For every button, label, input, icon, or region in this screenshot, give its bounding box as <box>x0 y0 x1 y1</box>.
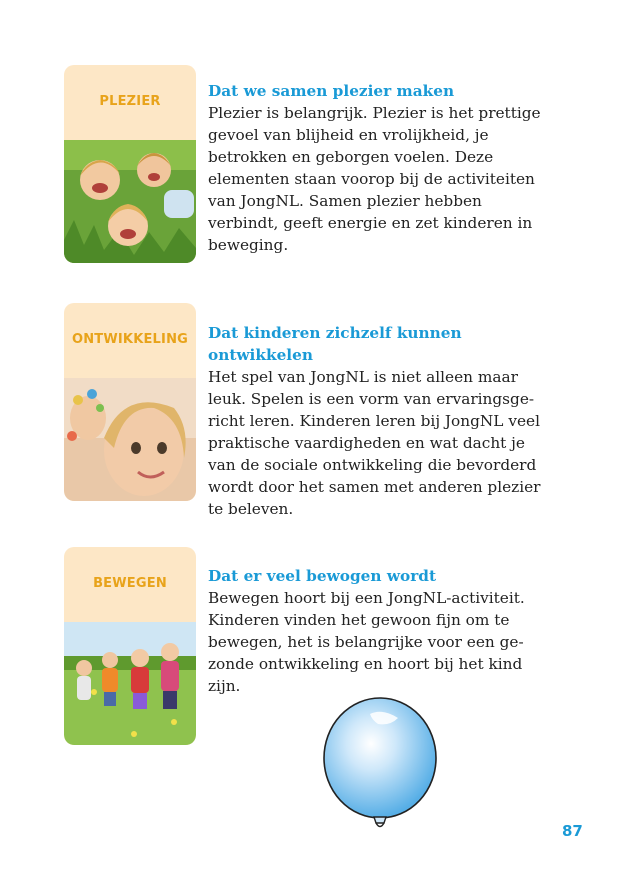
paragraph-line: Het spel van JongNL is niet alleen maar <box>208 368 518 386</box>
paragraph-line: elementen staan voorop bij de activiteiten <box>208 170 535 188</box>
photo-child-painting <box>64 378 196 501</box>
paragraph-line: verbindt, geeft energie en zet kinderen in <box>208 214 533 232</box>
card-bewegen <box>64 547 196 745</box>
card-label: BEWEGEN <box>93 575 167 591</box>
paragraph-line: van JongNL. Samen plezier hebben <box>208 192 482 210</box>
paragraph-line: Plezier is belangrijk. Plezier is het prettige <box>208 104 541 122</box>
paragraph-line: praktische vaardigheden en wat dacht je <box>208 434 525 452</box>
paragraph-line: te beleven. <box>208 500 294 518</box>
section-heading: Dat er veel bewogen wordt <box>208 567 437 585</box>
photo-children-running <box>64 622 196 745</box>
card-plezier <box>64 65 196 263</box>
paragraph-line: beweging. <box>208 236 289 254</box>
paragraph-line: Bewegen hoort bij een JongNL-activiteit. <box>208 589 525 607</box>
section-plezier-text <box>208 80 568 256</box>
section-heading: Dat we samen plezier maken <box>208 82 455 100</box>
section-heading: ontwikkelen <box>208 346 313 364</box>
paragraph-line: zonde ontwikkeling en hoort bij het kind <box>208 655 523 673</box>
section-ontwikkeling-text <box>208 322 568 520</box>
photo-children-on-grass <box>64 140 196 263</box>
paragraph-line: richt leren. Kinderen leren bij JongNL veel <box>208 412 540 430</box>
balloon-illustration <box>318 696 442 836</box>
paragraph-line: wordt door het samen met anderen plezier <box>208 478 541 496</box>
card-ontwikkeling <box>64 303 196 501</box>
card-label: PLEZIER <box>99 93 161 109</box>
page-number: 87 <box>562 822 583 840</box>
paragraph-line: zijn. <box>208 677 241 695</box>
card-label: ONTWIKKELING <box>71 331 189 347</box>
paragraph-line: gevoel van blijheid en vrolijkheid, je <box>208 126 489 144</box>
paragraph-line: Kinderen vinden het gewoon fijn om te <box>208 611 510 629</box>
paragraph-line: bewegen, het is belangrijke voor een ge- <box>208 633 524 651</box>
section-heading: Dat kinderen zichzelf kunnen <box>208 324 462 342</box>
paragraph-line: betrokken en geborgen voelen. Deze <box>208 148 494 166</box>
section-bewegen-text <box>208 565 568 697</box>
paragraph-line: van de sociale ontwikkeling die bevorderd <box>208 456 537 474</box>
paragraph-line: leuk. Spelen is een vorm van ervaringsge- <box>208 390 535 408</box>
